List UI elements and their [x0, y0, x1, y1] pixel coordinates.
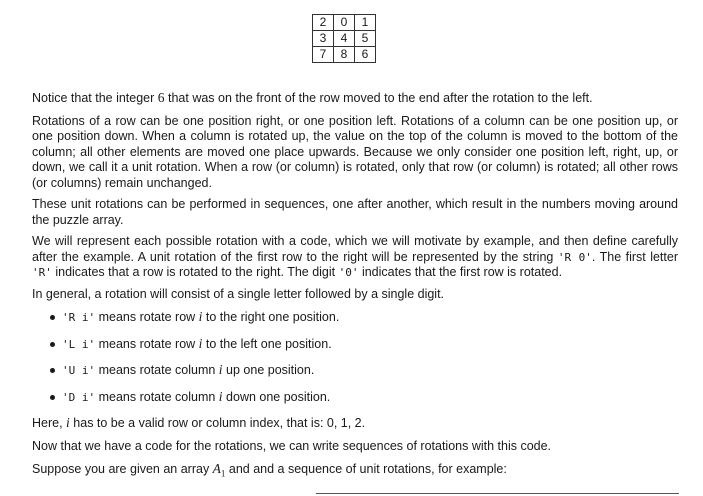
math-variable: i — [218, 362, 223, 377]
list-item — [32, 389, 678, 406]
text: has to be a valid row or column index, that is: — [69, 416, 327, 430]
text: Notice that the integer — [32, 91, 158, 105]
text: and and a sequence of unit rotations, for example: — [225, 462, 507, 476]
inline-code: '0' — [338, 266, 359, 279]
grid-cell: 0 — [334, 15, 355, 31]
grid-cell: 6 — [355, 47, 376, 63]
grid-cell: 8 — [334, 47, 355, 63]
math-subscript: 1 — [220, 468, 226, 479]
text: Here, — [32, 416, 67, 430]
text: to the right one position. — [202, 310, 340, 324]
math-indices: 0, 1, 2. — [326, 416, 366, 430]
paragraph-index — [32, 415, 678, 432]
paragraph-sequences: These unit rotations can be performed in sequences, one after another, which result in the numbers moving around the puzzle array. — [32, 197, 678, 227]
text: means rotate row — [95, 310, 199, 324]
math-variable: i — [198, 335, 203, 351]
text: to the left one position. — [202, 336, 332, 351]
text: means rotate row — [95, 336, 199, 351]
math-number: 6 — [157, 90, 165, 105]
document-body — [32, 90, 678, 489]
text: indicates that the first row is rotated. — [358, 265, 563, 279]
text: that was on the front of the row moved to the end after the rotation to the left. — [164, 91, 593, 105]
grid-cell: 3 — [313, 31, 334, 47]
paragraph-notice — [32, 90, 678, 107]
list-item — [32, 336, 678, 353]
inline-code: 'L i' — [62, 337, 96, 351]
math-variable: i — [66, 415, 70, 430]
inline-code: 'U i' — [62, 364, 96, 377]
math-variable: i — [198, 309, 203, 324]
text: Suppose you are given an array — [32, 462, 213, 476]
inline-code: 'D i' — [62, 390, 96, 404]
text: means rotate column — [95, 389, 219, 404]
grid-cell: 5 — [355, 31, 376, 47]
text: indicates that a row is rotated to the right. The digit — [51, 265, 339, 279]
text: means rotate column — [95, 363, 219, 377]
text: up one position. — [222, 363, 315, 377]
text: . The first letter — [591, 249, 678, 264]
grid-cell: 1 — [355, 15, 376, 31]
puzzle-grid — [312, 14, 376, 63]
rotation-code-list — [32, 309, 678, 405]
grid-cell: 7 — [313, 47, 334, 63]
paragraph-general: In general, a rotation will consist of a single letter followed by a single digit. — [32, 286, 445, 301]
math-variable: A — [212, 461, 221, 476]
inline-code: 'R' — [32, 266, 52, 279]
text: We will represent each possible rotation with a code, which we will motivate by example, and then define carefully after the example. A unit rotation of the first row to the right will be represented by the string — [32, 234, 678, 264]
text: down one position. — [222, 389, 331, 404]
paragraph-now: Now that we have a code for the rotations, we can write sequences of rotations with this code. — [32, 438, 552, 453]
grid-cell: 4 — [334, 31, 355, 47]
inline-code: 'R 0' — [557, 250, 592, 264]
grid-cell: 2 — [313, 15, 334, 31]
paragraph-suppose — [32, 461, 678, 482]
inline-code: 'R i' — [62, 311, 96, 324]
paragraph-rotations: Rotations of a row can be one position right, or one position left. Rotations of a column can be one position up, or one position down. When a column is rotated up, the value on the top of the column is moved to the bottom of the column; all other elements are moved one place upwards. Because we only consider one position left, right, up, or down, we call it a unit rotation. When a row (or column) is rotated, only that row (or column) is rotated; all other rows (or columns) remain unchanged. — [32, 113, 678, 190]
list-item — [32, 362, 678, 379]
math-variable: i — [218, 388, 223, 404]
list-item — [32, 309, 678, 326]
section-divider — [316, 493, 679, 494]
paragraph-codes — [32, 234, 678, 281]
